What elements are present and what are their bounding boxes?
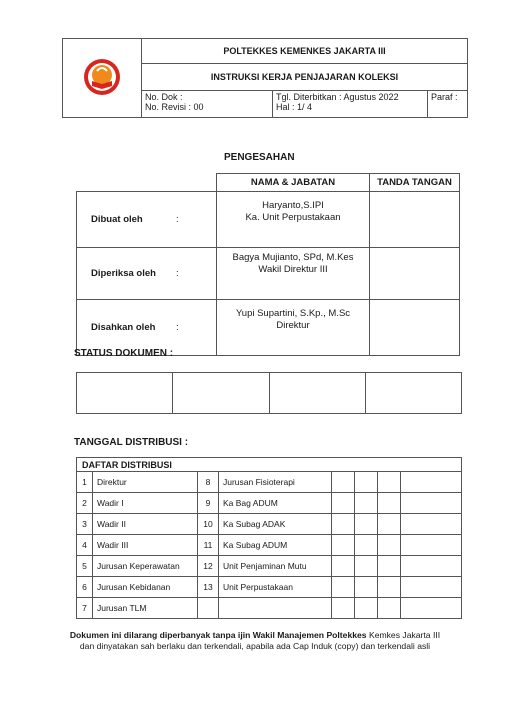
dist-number: 4 (77, 535, 93, 556)
distribution-row (77, 514, 462, 535)
dist-check-cell (355, 598, 378, 619)
dist-check-cell (378, 514, 401, 535)
dist-unit: Ka Subag ADAK (219, 514, 332, 535)
approval-colon: : (176, 300, 217, 356)
dist-check-cell (378, 535, 401, 556)
approver-position: Ka. Unit Perpustakaan (245, 212, 341, 223)
approver-name: Haryanto,S.IPI (262, 200, 324, 211)
distribution-row (77, 472, 462, 493)
distribution-row (77, 535, 462, 556)
dist-number: 1 (77, 472, 93, 493)
dist-number: 6 (77, 577, 93, 598)
dist-check-cell (401, 472, 462, 493)
dist-unit: Jurusan Keperawatan (93, 556, 198, 577)
dist-unit: Jurusan Kebidanan (93, 577, 198, 598)
dist-unit: Jurusan Fisioterapi (219, 472, 332, 493)
poltekkes-logo-icon (80, 57, 124, 97)
dist-unit: Unit Penjaminan Mutu (219, 556, 332, 577)
dist-unit: Wadir I (93, 493, 198, 514)
dist-number: 13 (198, 577, 219, 598)
approval-name-cell (217, 300, 370, 356)
signature-cell (370, 192, 460, 248)
document-header (62, 38, 468, 118)
dist-check-cell (401, 493, 462, 514)
approval-row (77, 248, 460, 300)
dist-number: 12 (198, 556, 219, 577)
dist-check-cell (401, 577, 462, 598)
approval-table (76, 173, 460, 356)
footer-note-rest: Kemkes Jakarta III dan dinyatakan sah berlaku dan terkendali, apabila ada Cap Induk (copy) dan terkendali asli (79, 630, 441, 651)
dist-unit: Wadir III (93, 535, 198, 556)
dist-check-cell (332, 577, 355, 598)
dist-check-cell (355, 535, 378, 556)
approver-position: Wakil Direktur III (258, 264, 328, 275)
dist-unit: Direktur (93, 472, 198, 493)
dist-number: 7 (77, 598, 93, 619)
approval-blank-header (77, 174, 217, 192)
approver-name: Bagya Mujianto, SPd, M.Kes (232, 252, 354, 263)
approval-title: PENGESAHAN (224, 152, 295, 163)
dist-number: 2 (77, 493, 93, 514)
dist-check-cell (378, 493, 401, 514)
dist-check-cell (332, 514, 355, 535)
dist-unit: Ka Bag ADUM (219, 493, 332, 514)
status-cell (77, 373, 173, 414)
dist-check-cell (378, 577, 401, 598)
dist-number: 3 (77, 514, 93, 535)
dist-unit: Ka Subag ADUM (219, 535, 332, 556)
issue-date: Tgl. Diterbitkan : Agustus 2022 (276, 92, 399, 102)
dist-check-cell (401, 535, 462, 556)
distribution-title: TANGGAL DISTRIBUSI : (74, 437, 189, 448)
dist-check-cell (332, 472, 355, 493)
dist-number: 11 (198, 535, 219, 556)
dist-check-cell (378, 472, 401, 493)
dist-number: 10 (198, 514, 219, 535)
approver-name: Yupi Supartini, S.Kp., M.Sc (235, 308, 351, 319)
distribution-list-header: DAFTAR DISTRIBUSI (77, 458, 462, 472)
dist-check-cell (378, 598, 401, 619)
approval-name-cell (217, 248, 370, 300)
dist-check-cell (378, 556, 401, 577)
dist-number: 9 (198, 493, 219, 514)
distribution-table (76, 457, 462, 619)
dist-check-cell (332, 493, 355, 514)
status-cell (173, 373, 269, 414)
dist-unit: Jurusan TLM (93, 598, 198, 619)
logo-cell (63, 39, 142, 118)
page-number: Hal : 1/ 4 (276, 102, 313, 112)
approval-colon: : (176, 248, 217, 300)
approval-row (77, 192, 460, 248)
dist-check-cell (355, 514, 378, 535)
dist-unit: Wadir II (93, 514, 198, 535)
approval-name-cell (217, 192, 370, 248)
status-cell (365, 373, 461, 414)
dist-check-cell (332, 598, 355, 619)
dist-check-cell (332, 535, 355, 556)
institution-name: POLTEKKES KEMENKES JAKARTA III (142, 39, 468, 64)
col-sign-header: TANDA TANGAN (370, 174, 460, 192)
distribution-row (77, 598, 462, 619)
footer-note-bold: Dokumen ini dilarang diperbanyak tanpa ijin Wakil Manajemen Poltekkes (69, 630, 367, 640)
dist-check-cell (401, 556, 462, 577)
status-title: STATUS DOKUMEN : (74, 348, 174, 359)
distribution-row (77, 556, 462, 577)
dist-check-cell (355, 493, 378, 514)
approval-colon: : (176, 192, 217, 248)
approval-label: Disahkan oleh (77, 300, 177, 356)
footer-note (62, 630, 448, 652)
doc-number: No. Dok : (145, 92, 183, 102)
approver-position: Direktur (276, 320, 310, 331)
document-title: INSTRUKSI KERJA PENJAJARAN KOLEKSI (142, 64, 468, 91)
dist-unit (219, 598, 332, 619)
status-cell (269, 373, 365, 414)
distribution-row (77, 493, 462, 514)
doc-number-cell (142, 91, 273, 118)
dist-check-cell (401, 598, 462, 619)
status-table (76, 372, 462, 414)
dist-number (198, 598, 219, 619)
dist-unit: Unit Perpustakaan (219, 577, 332, 598)
paraf-cell (428, 91, 468, 118)
col-name-header: NAMA & JABATAN (217, 174, 370, 192)
dist-check-cell (332, 556, 355, 577)
approval-label: Diperiksa oleh (77, 248, 177, 300)
dist-number: 8 (198, 472, 219, 493)
signature-cell (370, 248, 460, 300)
revision-number: No. Revisi : 00 (145, 102, 204, 112)
dist-check-cell (355, 472, 378, 493)
dist-check-cell (355, 577, 378, 598)
dist-number: 5 (77, 556, 93, 577)
distribution-row (77, 577, 462, 598)
issue-date-cell (273, 91, 428, 118)
dist-check-cell (355, 556, 378, 577)
signature-cell (370, 300, 460, 356)
dist-check-cell (401, 514, 462, 535)
approval-label: Dibuat oleh (77, 192, 177, 248)
paraf-label: Paraf : (431, 92, 458, 102)
